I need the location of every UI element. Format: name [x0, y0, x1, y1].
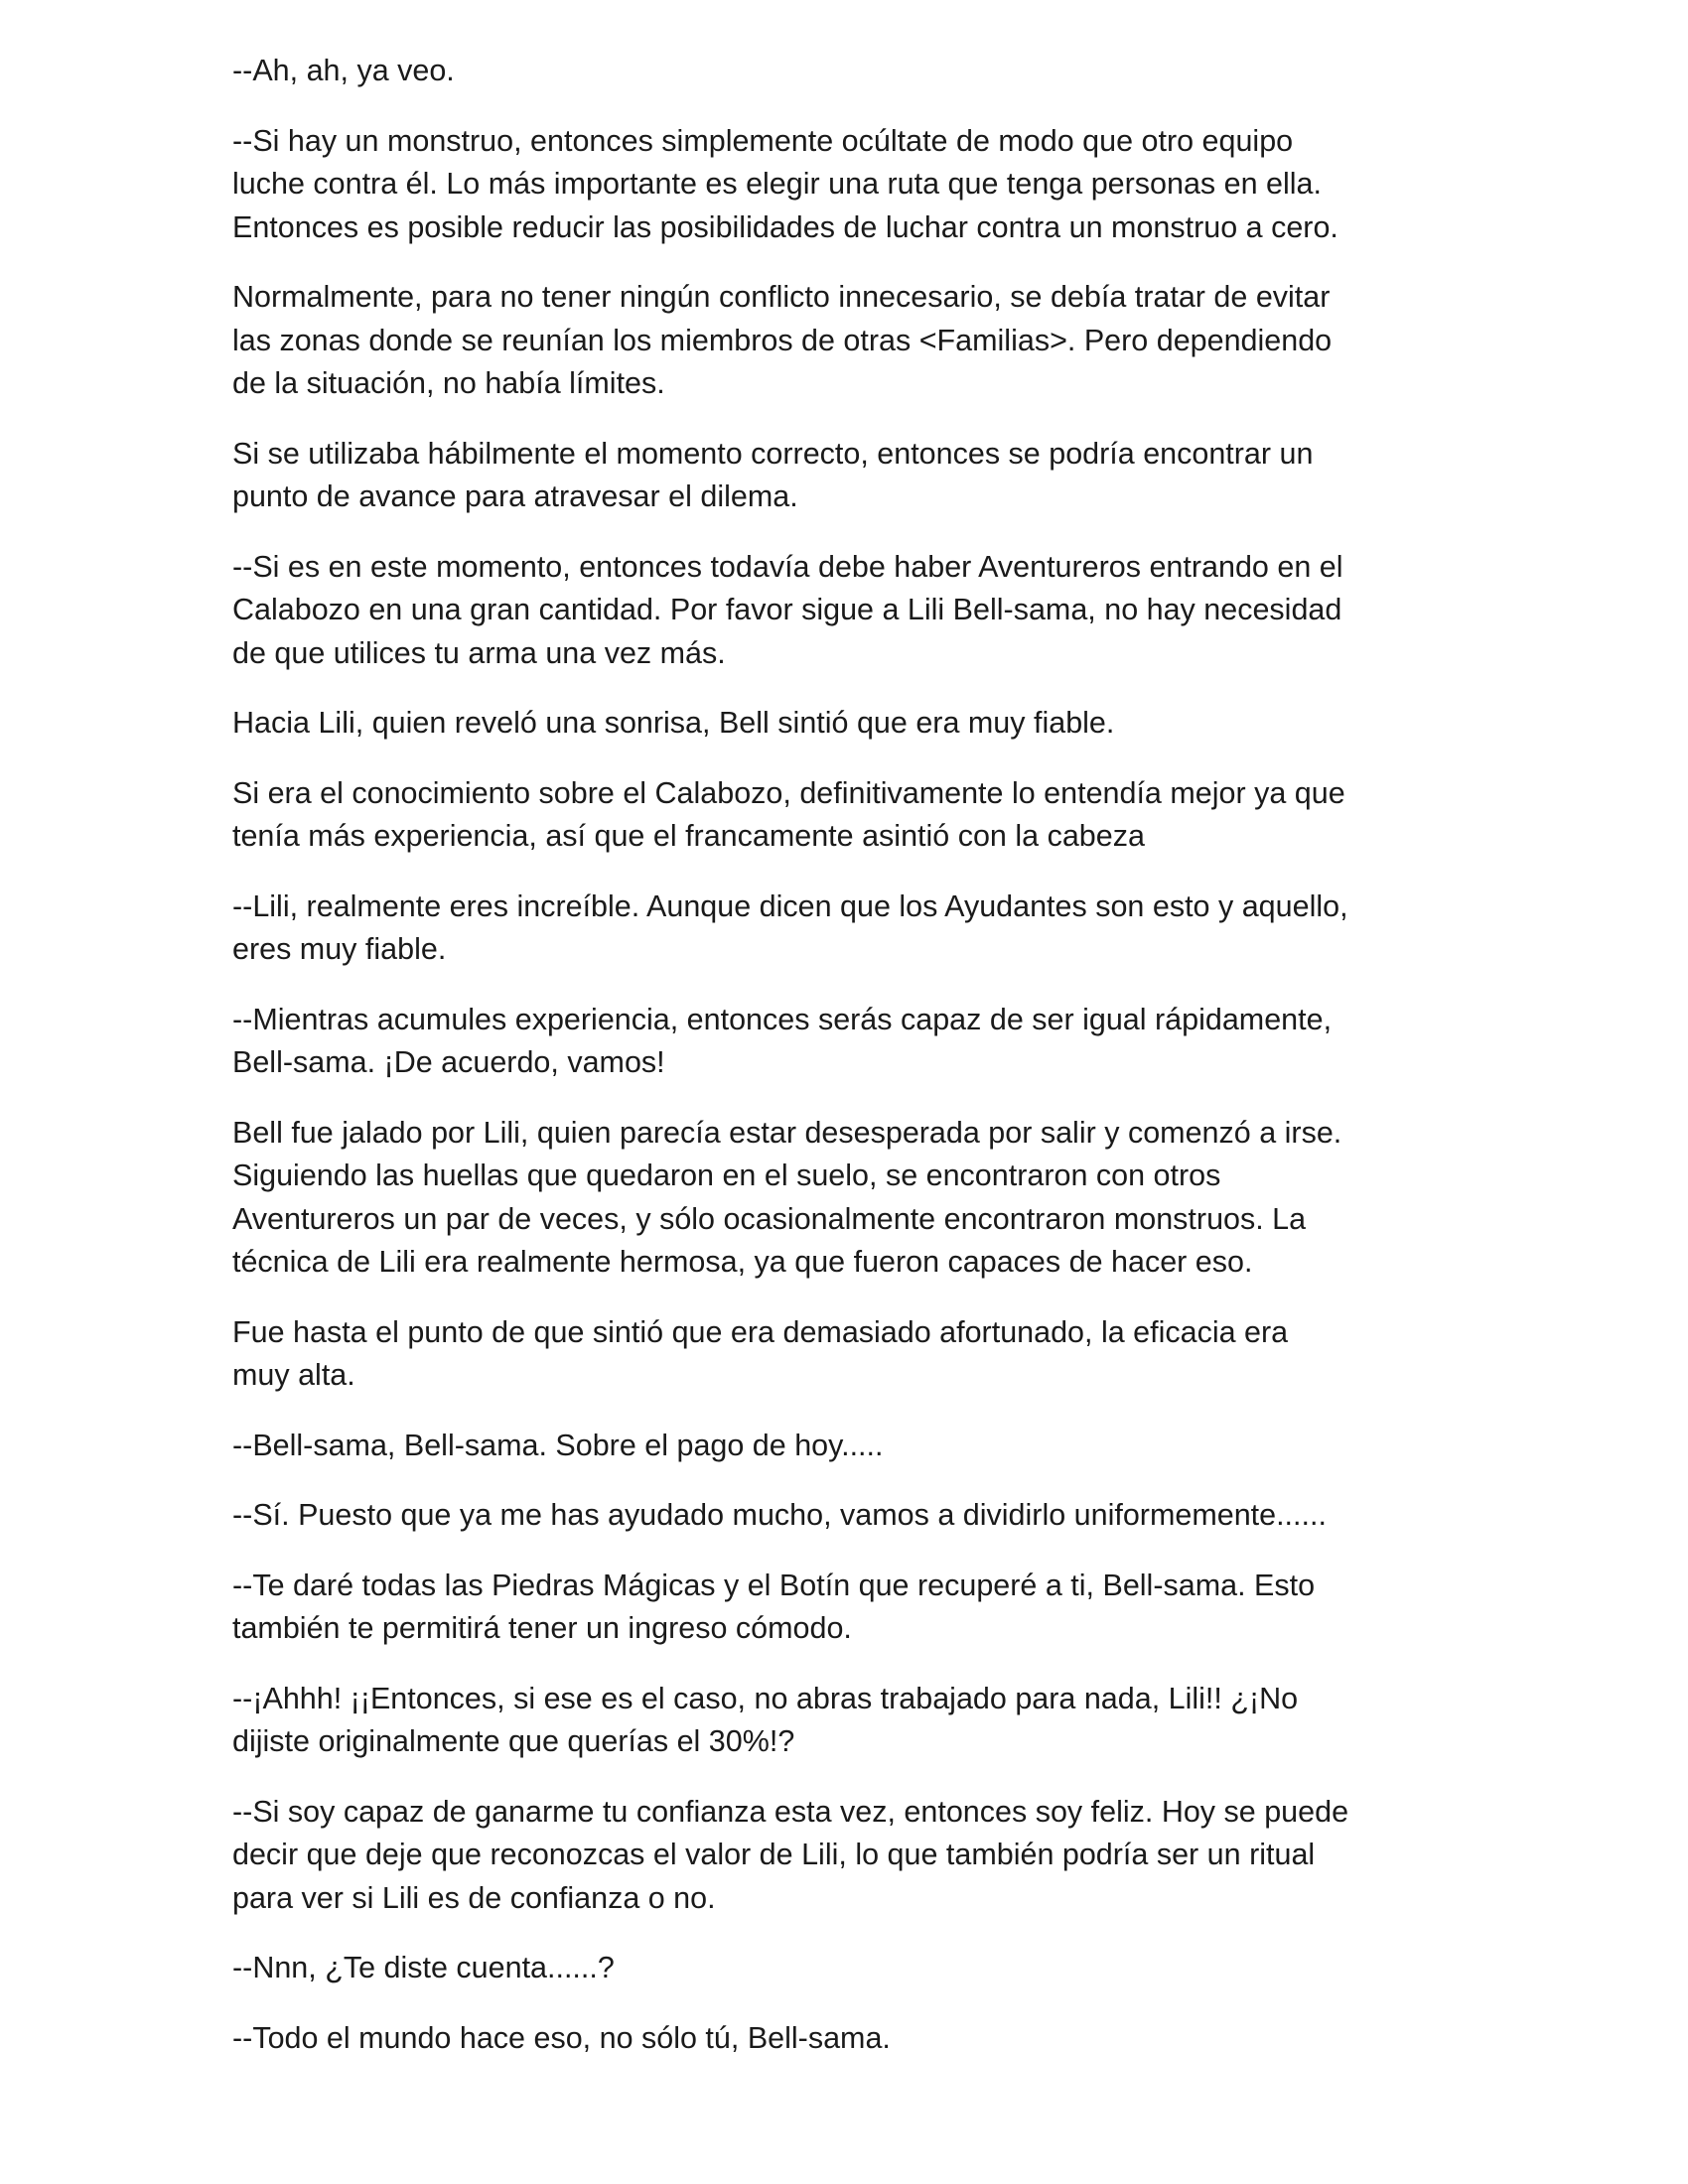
paragraph: --Sí. Puesto que ya me has ayudado mucho, vamos a dividirlo uniformemente......	[232, 1498, 1327, 1532]
paragraph: --Nnn, ¿Te diste cuenta......?	[232, 1951, 615, 1984]
paragraph: --Mientras acumules experiencia, entonces serás capaz de ser igual rápidamente, Bell-sama. ¡De acuerdo, vamos!	[232, 1002, 1333, 1079]
paragraph: --¡Ahhh! ¡¡Entonces, si ese es el caso, no abras trabajado para nada, Lili!! ¿¡No dijiste originalmente que querías el 30%!?	[232, 1681, 1299, 1758]
paragraph: Hacia Lili, quien reveló una sonrisa, Bell sintió que era muy fiable.	[232, 706, 1115, 740]
paragraph: Normalmente, para no tener ningún conflicto innecesario, se debía tratar de evitar las zonas donde se reunían los miembros de otras <Familias>. Pero dependiendo de la situación, no había límites.	[232, 280, 1333, 400]
paragraph: --Si soy capaz de ganarme tu confianza esta vez, entonces soy feliz. Hoy se puede decir que deje que reconozcas el valor de Lili, lo que también podría ser un ritual para ver si Lili es de confianza o no.	[232, 1794, 1349, 1915]
paragraph: Bell fue jalado por Lili, quien parecía estar desesperada por salir y comenzó a irse. Siguiendo las huellas que quedaron en el suelo, se encontraron con otros Aventureros un par de veces, y sólo ocasionalmente encontraron monstruos. La técnica de Lili era realmente hermosa, ya que fueron capaces de hacer eso.	[232, 1115, 1342, 1279]
paragraph: --Bell-sama, Bell-sama. Sobre el pago de hoy.....	[232, 1428, 884, 1462]
paragraph: --Si es en este momento, entonces todavía debe haber Aventureros entrando en el Calabozo en una gran cantidad. Por favor sigue a Lili Bell-sama, no hay necesidad de que utilices tu arma una vez más.	[232, 549, 1343, 670]
paragraph: Fue hasta el punto de que sintió que era demasiado afortunado, la eficacia era muy alta.	[232, 1314, 1289, 1392]
paragraph: --Ah, ah, ya veo.	[232, 54, 455, 87]
paragraph: --Si hay un monstruo, entonces simplemente ocúltate de modo que otro equipo luche contra él. Lo más importante es elegir una ruta que tenga personas en ella. Entonces es posible reducir las posibilidades de luchar contra un monstruo a cero.	[232, 123, 1338, 244]
paragraph: --Te daré todas las Piedras Mágicas y el Botín que recuperé a ti, Bell-sama. Esto también te permitirá tener un ingreso cómodo.	[232, 1568, 1316, 1645]
paragraph: --Todo el mundo hace eso, no sólo tú, Bell-sama.	[232, 2020, 891, 2055]
paragraph: Si se utilizaba hábilmente el momento correcto, entonces se podría encontrar un punto de avance para atravesar el dilema.	[232, 436, 1314, 513]
paragraph: --Lili, realmente eres increíble. Aunque dicen que los Ayudantes son esto y aquello, eres muy fiable.	[232, 888, 1348, 966]
paragraph: Si era el conocimiento sobre el Calabozo, definitivamente lo entendía mejor ya que tenía más experiencia, así que el francamente asintió con la cabeza	[232, 775, 1345, 853]
